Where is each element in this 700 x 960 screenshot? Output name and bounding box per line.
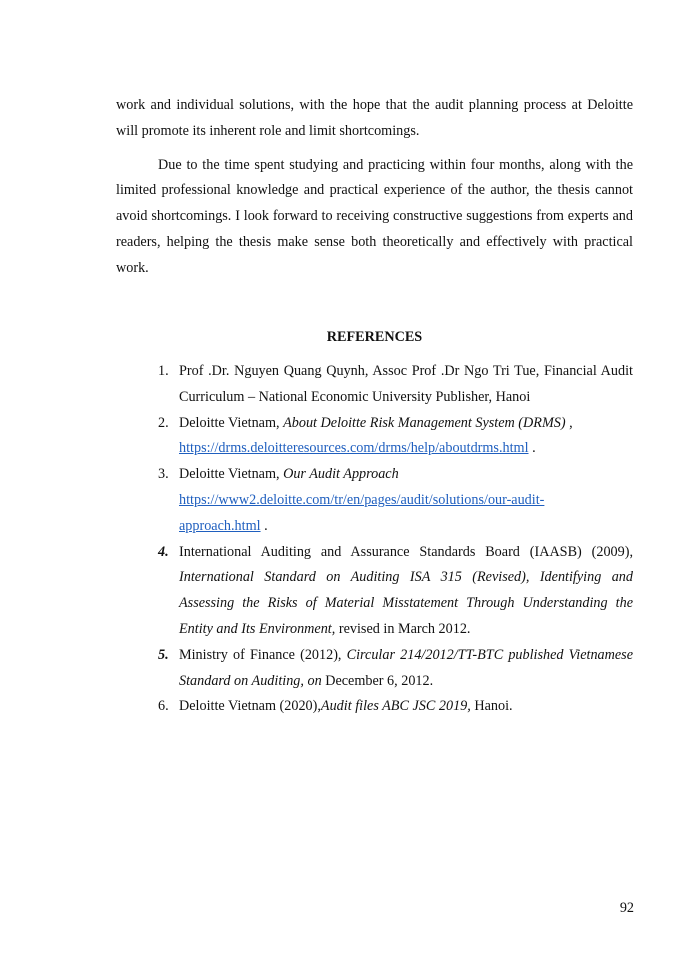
references-heading: REFERENCES (326, 329, 423, 345)
reference-title: International Standard on Auditing ISA 315 (Revised), Identifying and Assessing the Risks of Material Misstatement Through Understanding the Entity and Its Environment, (179, 569, 633, 637)
reference-title: Our Audit Approach (283, 466, 399, 483)
reference-number: 3. (158, 466, 169, 483)
paragraph-limitations: Due to the time spent studying and practicing within four months, along with the limited professional knowledge and practical experience of the author, the thesis cannot avoid shortcomings. I look forward to receiving constructive suggestions from experts and readers, helping the thesis make sense both theoretically and effectively with practical work. (116, 156, 633, 276)
reference-end: . (528, 440, 536, 457)
reference-item (116, 540, 633, 643)
reference-item (116, 411, 633, 463)
body-text (116, 93, 633, 282)
reference-number: 4. (158, 543, 169, 560)
reference-author: International Auditing and Assurance Standards Board (IAASB) (2009), (179, 543, 633, 560)
reference-title: About Deloitte Risk Management System (DRMS) (283, 414, 566, 431)
references-list (116, 359, 633, 720)
reference-number: 5. (158, 646, 169, 663)
reference-item (116, 694, 633, 720)
reference-title: Circular 214/2012/TT-BTC published Vietnamese Standard on Auditing, on (179, 646, 633, 689)
reference-number: 2. (158, 414, 169, 431)
reference-item (116, 359, 633, 411)
reference-number: 6. (158, 698, 169, 715)
reference-item (116, 462, 633, 539)
paragraph-conclusion-end: work and individual solutions, with the hope that the audit planning process at Deloitte will promote its inherent role and limit shortcomings. (116, 97, 633, 139)
reference-title: Audit files ABC JSC 2019, (320, 698, 471, 715)
reference-end: Hanoi. (470, 698, 513, 715)
reference-author: Ministry of Finance (2012), (179, 646, 342, 663)
reference-text: Prof .Dr. Nguyen Quang Quynh, Assoc Prof .Dr Ngo Tri Tue, Financial Audit Curriculum – National Economic University Publisher, Hanoi (179, 363, 633, 405)
page-number: 92 (619, 900, 634, 916)
reference-author: Deloitte Vietnam (2020), (179, 698, 321, 715)
reference-end: December 6, 2012. (321, 672, 434, 689)
reference-end: . (260, 517, 268, 534)
reference-author: Deloitte Vietnam, (179, 466, 280, 483)
reference-end: revised in March 2012. (335, 620, 471, 637)
reference-link-line2[interactable]: approach.html (179, 517, 261, 534)
reference-number: 1. (158, 363, 169, 379)
reference-item (116, 643, 633, 695)
reference-punct: , (565, 414, 573, 431)
reference-author: Deloitte Vietnam, (179, 414, 280, 431)
reference-link-line1[interactable]: https://www2.deloitte.com/tr/en/pages/audit/solutions/our-audit- (179, 491, 545, 508)
reference-link[interactable]: https://drms.deloitteresources.com/drms/help/aboutdrms.html (179, 440, 529, 457)
